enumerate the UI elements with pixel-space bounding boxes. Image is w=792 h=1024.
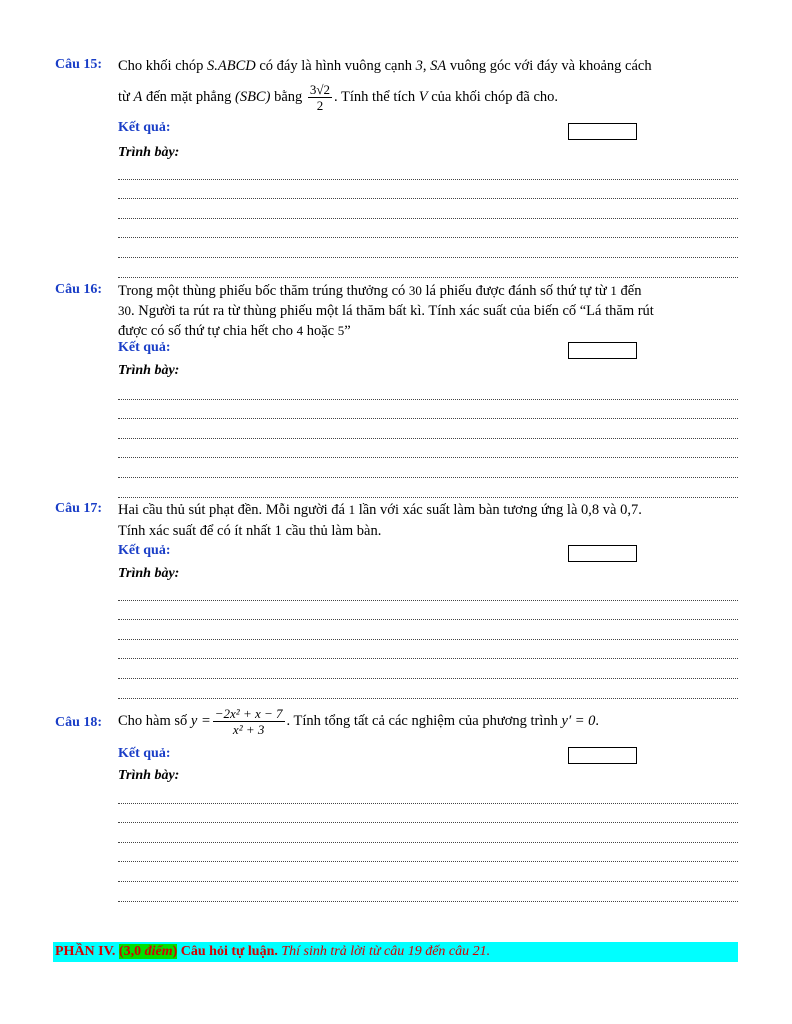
question-16-text-line2: 30. Người ta rút ra từ thùng phiếu một lá thăm bất kì. Tính xác suất của biến cố “Lá thăm rút <box>118 303 654 319</box>
question-15-answer-lines[interactable] <box>118 160 738 278</box>
question-18-ketqua-label: Kết quả: <box>118 746 171 761</box>
fraction-3sqrt2-over-2: $\frac{3√2}{2}$ <box>309 82 331 114</box>
question-16-text: Trong một thùng phiếu bốc thăm trúng thưởng có 30 lá phiếu được đánh số thứ tự từ 1 đến <box>118 283 642 299</box>
section-header-part-iv <box>53 942 738 962</box>
question-17-trinhbay-label: Trình bày: <box>118 566 180 581</box>
question-18-label: Câu 18: <box>55 715 103 730</box>
section-points: (3,0 điểm) <box>118 944 178 959</box>
question-18-answer-lines[interactable] <box>118 784 738 902</box>
question-17-answer-lines[interactable] <box>118 581 738 699</box>
question-16-trinhbay-label: Trình bày: <box>118 363 180 378</box>
section-title: Câu hỏi tự luận. <box>177 944 278 959</box>
question-15-trinhbay-label: Trình bày: <box>118 145 180 160</box>
question-16-ketqua-label: Kết quả: <box>118 340 171 355</box>
question-15-ketqua-label: Kết quả: <box>118 120 171 135</box>
question-17-text: Hai cầu thủ sút phạt đền. Mỗi người đá 1 lần với xác suất làm bàn tương ứng là 0,8 và 0,7. <box>118 502 642 518</box>
question-17-answer-box[interactable] <box>568 545 637 562</box>
section-part-label: PHẦN IV. <box>55 944 116 959</box>
question-18-trinhbay-label: Trình bày: <box>118 768 180 783</box>
fraction-function-y: $\frac{\text{−2x² + x − 7}}{\text{x² + 3}}$ <box>214 706 283 738</box>
question-17-ketqua-label: Kết quả: <box>118 543 171 558</box>
question-17-label: Câu 17: <box>55 501 103 516</box>
question-16-answer-box[interactable] <box>568 342 637 359</box>
question-16-text-line3: được có số thứ tự chia hết cho 4 hoặc 5” <box>118 323 351 339</box>
section-instruction: Thí sinh trả lời từ câu 19 đến câu 21. <box>277 944 491 959</box>
question-18-text: Cho hàm số y = $\frac{\text{−2x² + x − 7}}{\text{x² + 3}}$ . Tính tổng tất cả các nghiệm của phương trình y′ = 0. <box>118 706 600 738</box>
question-16-label: Câu 16: <box>55 282 103 297</box>
question-18-answer-box[interactable] <box>568 747 637 764</box>
question-15-text-line2: từ A đến mặt phẳng (SBC) bằng $\frac{3√2}{2}$ . Tính thể tích V của khối chóp đã cho. <box>118 82 559 114</box>
question-15-label: Câu 15: <box>55 57 103 72</box>
question-17-text-line2: Tính xác suất để có ít nhất 1 cầu thủ làm bàn. <box>118 523 382 539</box>
question-15-answer-box[interactable] <box>568 123 637 140</box>
question-15-text: Cho khối chóp S.ABCD có đáy là hình vuông cạnh 3, SA vuông góc với đáy và khoảng cách <box>118 58 652 74</box>
question-16-answer-lines[interactable] <box>118 380 738 498</box>
